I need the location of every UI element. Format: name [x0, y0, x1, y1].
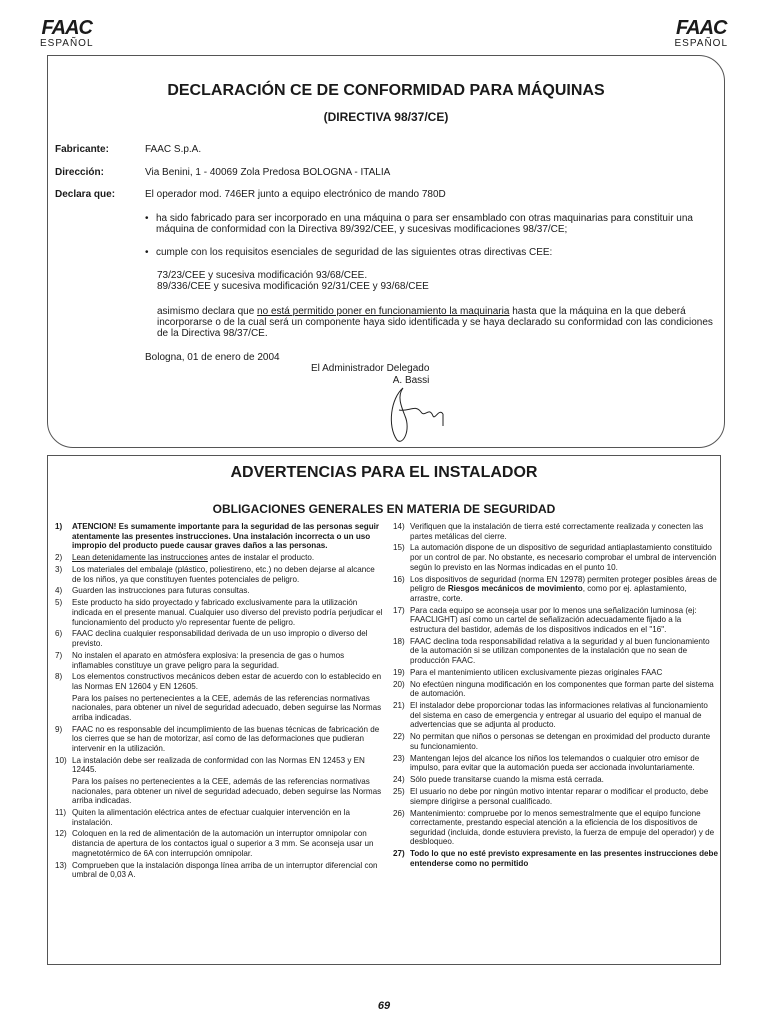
place-date: Bologna, 01 de enero de 2004 — [145, 352, 280, 363]
warning-item — [393, 701, 718, 730]
warning-item — [55, 829, 385, 858]
item-number: 14) — [393, 522, 405, 531]
item-text: FAAC declina cualquier responsabilidad derivada de un uso impropio o diverso del previsto. — [72, 629, 368, 649]
warning-item — [393, 849, 718, 868]
signatory-name: A. Bassi — [392, 375, 430, 386]
item-text: Este producto ha sido proyectado y fabricado exclusivamente para la utilización indicada en el presente manual. Cualquier uso diverso del previsto podría perjudicar el funcionamiento del producto y/o representar fuente de peligro. — [72, 598, 383, 627]
item-text: El instalador debe proporcionar todas las informaciones relativas al funcionamiento del sistema en caso de emergencia y entregar al usuario del equipo el manual de advertencias que se adjunta al producto. — [410, 701, 708, 730]
item-text: La instalación debe ser realizada de conformidad con las Normas EN 12453 y EN 12445. — [72, 755, 365, 775]
language-label: ESPAÑOL — [40, 38, 94, 49]
signatory-title: El Administrador Delegado — [311, 363, 430, 374]
declaration-subtitle: (DIRECTIVA 98/37/CE) — [323, 110, 449, 124]
warnings-column-right — [393, 522, 718, 871]
warning-item — [393, 575, 718, 604]
item-number: 15) — [393, 543, 405, 553]
item-text: Mantenimiento: compruebe por lo menos semestralmente que el equipo funcione correctamente, prestando especial atención a la eficiencia de los dispositivos de seguridad (incluida, donde estuviera previsto, la fuerza de empuje del operador) y de desbloqueo. — [410, 808, 715, 847]
declares-label: Declara que: — [55, 189, 116, 200]
faac-logo-right — [675, 18, 729, 49]
item-text-underlined: Lean detenidamente las instrucciones — [72, 553, 208, 563]
bullet-text: cumple con los requisitos esenciales de seguridad de las siguientes otras directivas CEE: — [156, 247, 553, 258]
item-text: El usuario no debe por ningún motivo intentar reparar o modificar el producto, debe siempre dirigirse a personal cualificado. — [410, 787, 709, 806]
address-label: Dirección: — [55, 167, 104, 178]
page-number: 69 — [377, 1000, 391, 1012]
item-text: No permitan que niños o personas se detengan en proximidad del producto durante su funcionamiento. — [410, 732, 711, 751]
brand-name: FAAC — [676, 17, 727, 39]
warning-item — [393, 668, 718, 678]
item-text: Todo lo que no esté previsto expresamente en las presentes instrucciones debe entenderse como no permitido — [410, 849, 718, 868]
item-number: 4) — [55, 586, 63, 596]
item-number: 23) — [393, 753, 405, 763]
declaration-box — [47, 55, 725, 448]
installer-warnings-box — [47, 455, 721, 965]
warning-item — [55, 808, 385, 827]
warnings-column-left — [55, 522, 385, 882]
brand-name: FAAC — [41, 17, 92, 39]
item-number: 5) — [55, 598, 63, 608]
handwritten-signature — [383, 386, 463, 446]
note-suffix: hasta que la máquina en la que deberá incorporarse o de la cual será un componente haya sido identificada y se haya declarado su conformidad con las condiciones de la Directiva 98/37/CE. — [157, 306, 713, 339]
warnings-title: ADVERTENCIAS PARA EL INSTALADOR — [230, 464, 538, 481]
item-text: FAAC no es responsable del incumplimiento de las buenas técnicas de fabricación de los cierres que se han de motorizar, así como de las deformaciones que pudieran intervenir en la utilización. — [72, 724, 380, 753]
item-number: 13) — [55, 860, 67, 870]
item-text: Los dispositivos de seguridad (norma EN 12978) permiten proteger posibles áreas de peligro de — [410, 574, 717, 594]
item-number: 19) — [393, 667, 405, 677]
item-text-suffix: , como por ej. aplastamiento, arrastre, corte. — [410, 584, 687, 603]
item-text: Los materiales del embalaje (plástico, poliestireno, etc.) no deben dejarse al alcance de los niños, ya que constituyen fuentes potenciales de peligro. — [72, 564, 375, 584]
bullet-icon: • — [145, 213, 149, 224]
item-text: antes de instalar el producto. — [207, 553, 315, 563]
item-number: 9) — [55, 724, 63, 734]
item-text: FAAC declina toda responsabilidad relativa a la seguridad y al buen funcionamiento de la automación si se utilizan componentes de la instalación que no sean de producción FAAC. — [410, 636, 710, 665]
warning-item — [55, 586, 385, 596]
item-text: ATENCION! Es sumamente importante para la seguridad de las personas seguir atentamente las presentes instrucciones. Una instalación incorrecta o un uso impropio del producto puede causar graves daños a las personas. — [72, 522, 380, 551]
warning-item — [393, 787, 718, 806]
warning-item — [393, 522, 718, 541]
signatory — [311, 363, 429, 387]
warning-item — [55, 629, 385, 648]
warning-item — [393, 543, 718, 572]
note-underlined: no está permitido poner en funcionamiento la maquinaria — [257, 306, 510, 317]
warnings-subtitle: OBLIGACIONES GENERALES EN MATERIA DE SEGURIDAD — [212, 502, 556, 516]
warning-item — [55, 565, 385, 584]
language-label: ESPAÑOL — [674, 38, 728, 49]
item-text: Guarden las instrucciones para futuras consultas. — [72, 586, 250, 596]
item-text: Para el mantenimiento utilicen exclusivamente piezas originales FAAC — [410, 667, 663, 677]
item-number: 27) — [393, 849, 405, 859]
item-number: 7) — [55, 650, 63, 660]
bullet-icon: • — [145, 247, 149, 258]
manufacturer-value: FAAC S.p.A. — [145, 144, 202, 155]
address-value: Via Benini, 1 - 40069 Zola Predosa BOLOGNA - ITALIA — [145, 167, 391, 178]
item-number: 16) — [393, 574, 405, 584]
item-text-extra: Para los países no pertenecientes a la CEE, además de las referencias normativas nacionales, para obtener un nivel de seguridad adecuado, deben seguirse las Normas arriba indicadas. — [72, 776, 382, 806]
item-number: 26) — [393, 808, 405, 818]
item-number: 24) — [393, 775, 405, 785]
warning-item — [393, 680, 718, 699]
directive-line: 89/336/CEE y sucesiva modificación 92/31/CEE y 93/68/CEE — [157, 281, 429, 292]
item-number: 2) — [55, 553, 63, 563]
item-text: No instalen el aparato en atmósfera explosiva: la presencia de gas o humos inflamables constituye un grave peligro para la seguridad. — [72, 650, 345, 670]
item-text-extra: Para los países no pertenecientes a la CEE, además de las referencias normativas nacionales, para obtener un nivel de seguridad adecuado, deben seguirse las Normas arriba indicadas. — [72, 693, 382, 722]
item-text: Coloquen en la red de alimentación de la automación un interruptor omnipolar con distancia de apertura de los contactos igual o superior a 3 mm. Se aconseja usar un magnetotérmico de 6A con interrupción omnipolar. — [72, 829, 374, 858]
warning-item — [393, 637, 718, 666]
item-text-bold: Riesgos mecánicos de movimiento — [447, 584, 583, 594]
item-text: Comprueben que la instalación disponga línea arriba de un interruptor diferencial con umbral de 0,03 A. — [72, 860, 378, 880]
item-number: 3) — [55, 564, 63, 574]
warning-item — [55, 553, 385, 563]
item-number: 6) — [55, 629, 63, 639]
item-number: 12) — [55, 829, 67, 839]
item-number: 22) — [393, 732, 405, 742]
declaration-bullet — [145, 213, 715, 235]
item-text: Mantengan lejos del alcance los niños los telemandos o cualquier otro emisor de impulso, para evitar que la automación pueda ser accionada involuntariamente. — [410, 753, 700, 773]
warning-item — [393, 754, 718, 773]
warning-item — [55, 756, 385, 806]
item-number: 17) — [393, 605, 405, 615]
item-number: 10) — [55, 755, 67, 765]
item-number: 1) — [55, 522, 63, 531]
note-prefix: asimismo declara que — [157, 306, 258, 317]
item-number: 20) — [393, 679, 405, 689]
item-number: 11) — [55, 808, 67, 817]
warning-item — [55, 522, 385, 551]
item-number: 8) — [55, 672, 63, 682]
warning-item — [393, 732, 718, 751]
declaration-bullet — [145, 247, 715, 258]
item-number: 25) — [393, 787, 405, 797]
item-text: Para cada equipo se aconseja usar por lo menos una señalización luminosa (ej: FAACLIGHT) así como un cartel de señalización adecuadamente fijado a la estructura del bastidor, además de los dispositivos indicados en el "16". — [410, 605, 697, 634]
warning-item — [55, 725, 385, 754]
warning-item — [55, 672, 385, 722]
warning-item — [393, 809, 718, 847]
item-text: Los elementos constructivos mecánicos deben estar de acuerdo con lo establecido en las Normas EN 12604 y EN 12605. — [72, 672, 382, 691]
item-number: 18) — [393, 636, 405, 646]
item-text: Verifiquen que la instalación de tierra esté correctamente realizada y conecten las partes metálicas del cierre. — [410, 522, 704, 541]
item-number: 21) — [393, 701, 405, 711]
warning-item — [55, 651, 385, 670]
warning-item — [55, 598, 385, 627]
declares-value: El operador mod. 746ER junto a equipo electrónico de mando 780D — [145, 189, 446, 200]
declaration-note — [157, 306, 717, 339]
item-text: Sólo puede transitarse cuando la misma está cerrada. — [410, 775, 604, 785]
item-text: No efectúen ninguna modificación en los componentes que forman parte del sistema de automación. — [410, 679, 714, 699]
directive-line: 73/23/CEE y sucesiva modificación 93/68/CEE. — [157, 270, 368, 281]
declaration-title: DECLARACIÓN CE DE CONFORMIDAD PARA MÁQUINAS — [167, 82, 605, 99]
faac-logo-left — [40, 18, 94, 49]
warning-item — [393, 775, 718, 785]
item-text: Quiten la alimentación eléctrica antes de efectuar cualquier intervención en la instalación. — [72, 808, 351, 827]
bullet-text: ha sido fabricado para ser incorporado en una máquina o para ser ensamblado con otras maquinarias para constituir una máquina de conformidad con la Directiva 89/392/CEE, y sucesivas modificaciones 98/37/CE; — [156, 213, 693, 235]
warning-item — [393, 606, 718, 635]
item-text: La automación dispone de un dispositivo de seguridad antiaplastamiento constituido por un control de par. No obstante, es necesario comprobar el umbral de intervención según lo previsto en las Normas indicadas en el punto 10. — [410, 543, 717, 572]
manufacturer-label: Fabricante: — [55, 144, 109, 155]
warning-item — [55, 861, 385, 880]
